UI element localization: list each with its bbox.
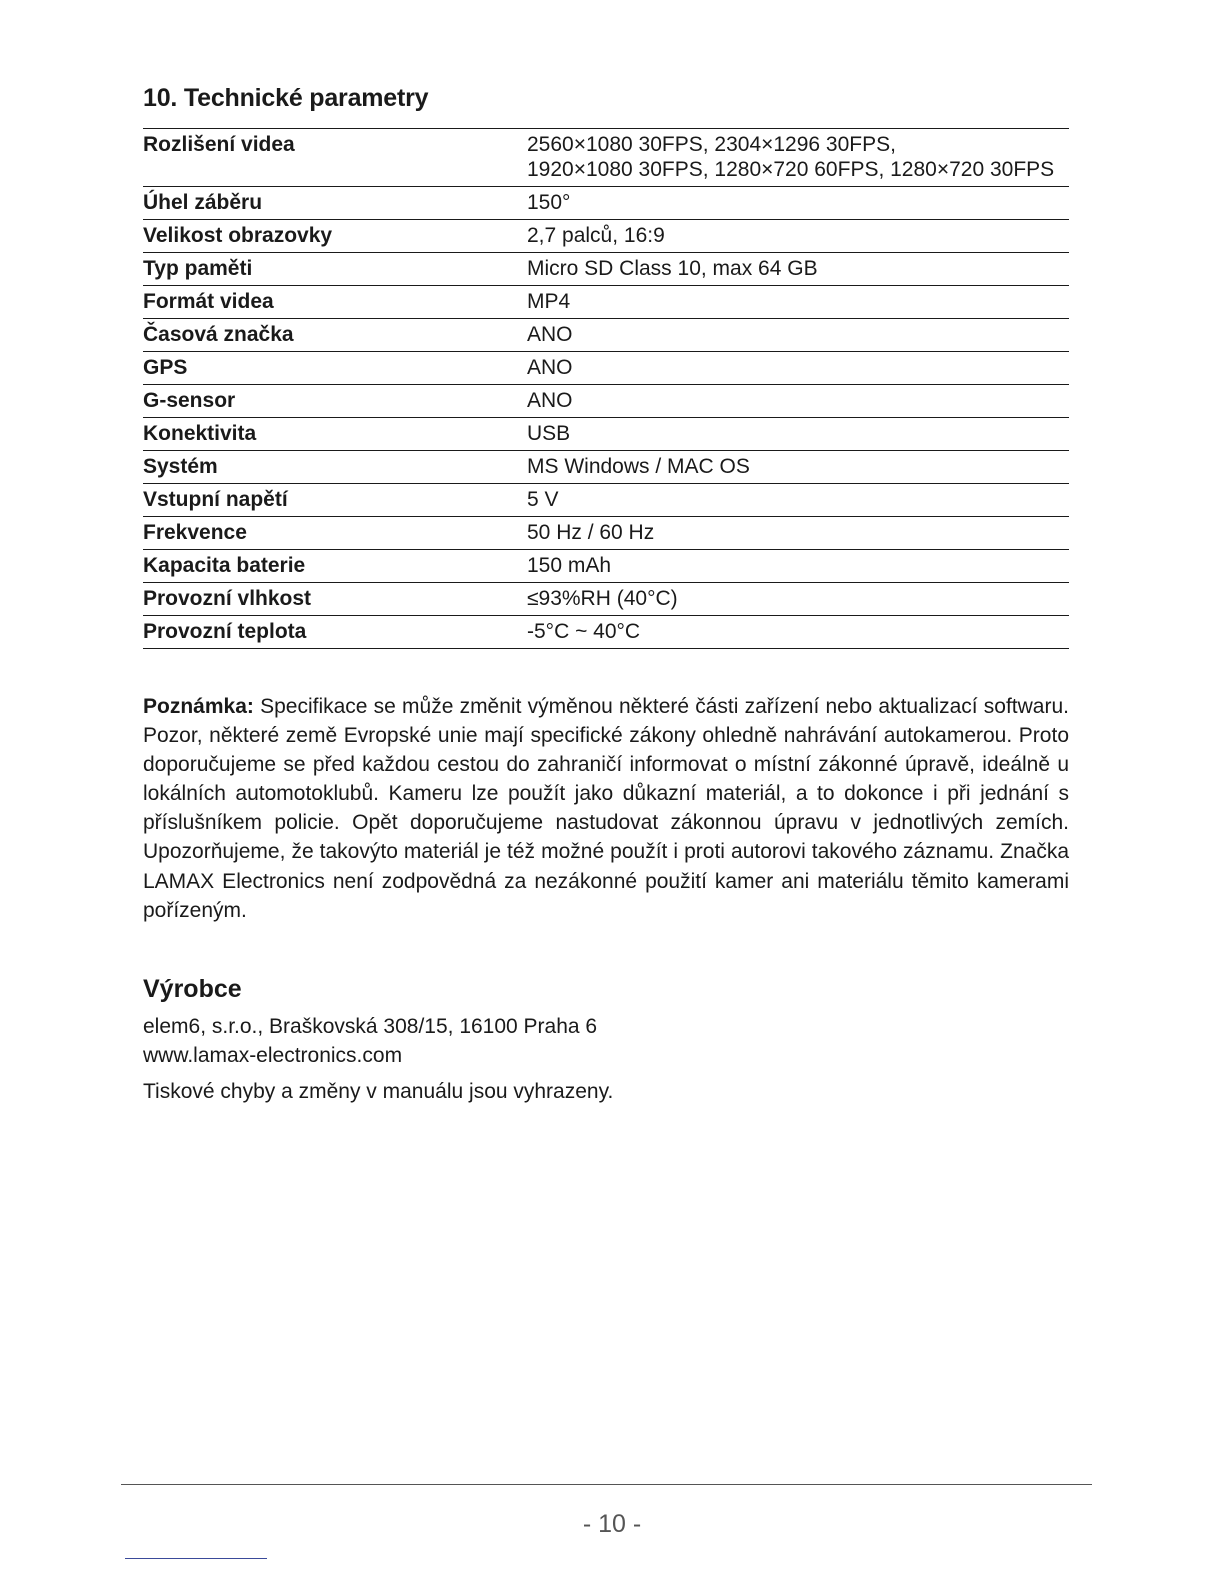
spec-value-line: ANO <box>527 356 573 379</box>
spec-value <box>527 286 1069 319</box>
spec-value-line: 2560×1080 30FPS, 2304×1296 30FPS, <box>527 133 896 156</box>
note-paragraph <box>143 692 1069 925</box>
spec-value <box>527 187 1069 220</box>
manufacturer-title: Výrobce <box>143 975 242 1003</box>
spec-value-line: MS Windows / MAC OS <box>527 455 750 478</box>
spec-value <box>527 319 1069 352</box>
spec-row <box>143 616 1069 649</box>
spec-label: Kapacita baterie <box>143 554 306 577</box>
spec-value-line: 50 Hz / 60 Hz <box>527 521 655 544</box>
manufacturer-address: elem6, s.r.o., Braškovská 308/15, 16100 Praha 6 <box>143 1015 598 1038</box>
spec-value <box>527 451 1069 484</box>
spec-label: Frekvence <box>143 521 247 544</box>
spec-label: GPS <box>143 356 188 379</box>
spec-value-line: MP4 <box>527 290 571 313</box>
spec-label: Vstupní napětí <box>143 488 288 511</box>
spec-value <box>527 385 1069 418</box>
spec-value <box>527 220 1069 253</box>
spec-label: Systém <box>143 455 218 478</box>
spec-value <box>527 253 1069 286</box>
spec-value <box>527 129 1069 187</box>
spec-value <box>527 550 1069 583</box>
spec-label: Provozní vlhkost <box>143 587 312 610</box>
spec-label: Typ paměti <box>143 257 253 280</box>
spec-value-line: 150° <box>527 191 571 214</box>
spec-label: Rozlišení videa <box>143 133 295 156</box>
spec-row <box>143 352 1069 385</box>
spec-row <box>143 583 1069 616</box>
spec-row <box>143 319 1069 352</box>
spec-row <box>143 253 1069 286</box>
spec-value-line: ANO <box>527 323 573 346</box>
spec-value <box>527 517 1069 550</box>
spec-label: Časová značka <box>143 323 294 346</box>
spec-row <box>143 484 1069 517</box>
corner-underline <box>125 1558 267 1559</box>
spec-row <box>143 129 1069 187</box>
note-label: Poznámka: <box>143 695 254 718</box>
spec-value-line: ANO <box>527 389 573 412</box>
spec-row <box>143 385 1069 418</box>
spec-row <box>143 517 1069 550</box>
spec-value-line: -5°C ~ 40°C <box>527 620 641 643</box>
page-number: - 10 - <box>582 1510 642 1538</box>
disclaimer: Tiskové chyby a změny v manuálu jsou vyhrazeny. <box>143 1080 614 1103</box>
spec-value <box>527 583 1069 616</box>
spec-value-line: 2,7 palců, 16:9 <box>527 224 665 247</box>
spec-value-line: 150 mAh <box>527 554 612 577</box>
spec-label: Konektivita <box>143 422 257 445</box>
spec-value <box>527 352 1069 385</box>
spec-value <box>527 616 1069 649</box>
spec-value-line: Micro SD Class 10, max 64 GB <box>527 257 818 280</box>
spec-row <box>143 418 1069 451</box>
spec-row <box>143 451 1069 484</box>
spec-value-line: 1920×1080 30FPS, 1280×720 60FPS, 1280×720 30FPS <box>527 158 1055 181</box>
spec-value-line: USB <box>527 422 571 445</box>
spec-label: Úhel záběru <box>143 191 263 214</box>
spec-label: Formát videa <box>143 290 274 313</box>
manufacturer-website[interactable]: www.lamax-electronics.com <box>143 1044 403 1067</box>
spec-row <box>143 550 1069 583</box>
manufacturer-block <box>143 1012 597 1070</box>
spec-label: G-sensor <box>143 389 236 412</box>
spec-row <box>143 187 1069 220</box>
spec-label: Provozní teplota <box>143 620 307 643</box>
spec-table-body <box>143 129 1069 649</box>
spec-value-line: ≤93%RH (40°C) <box>527 587 678 610</box>
section-title: 10. Technické parametry <box>143 84 429 112</box>
spec-label: Velikost obrazovky <box>143 224 333 247</box>
spec-row <box>143 286 1069 319</box>
spec-value <box>527 484 1069 517</box>
spec-row <box>143 220 1069 253</box>
spec-table <box>143 128 1069 649</box>
spec-value <box>527 418 1069 451</box>
footer-divider <box>121 1484 1092 1485</box>
spec-value-line: 5 V <box>527 488 559 511</box>
note-text: Specifikace se může změnit výměnou některé části zařízení nebo aktualizací softwaru. Pozor, některé země Evropské unie mají specifické zákony ohledně nahrávání autokamerou. Proto doporučujeme se před každou cestou do zahraničí informovat o místní zákonné úpravě, ideálně u lokálních automotoklubů. Kameru lze použít jako důkazní materiál, a to dokonce i při jednání s příslušníkem policie. Opět doporučujeme nastudovat zákonnou úpravu v jednotlivých zemích. Upozorňujeme, že takovýto materiál je též možné použít i proti autorovi takového záznamu. Značka LAMAX Electronics není zodpovědná za nezákonné použití kamer ani materiálu těmito kamerami pořízeným. <box>143 695 1069 922</box>
